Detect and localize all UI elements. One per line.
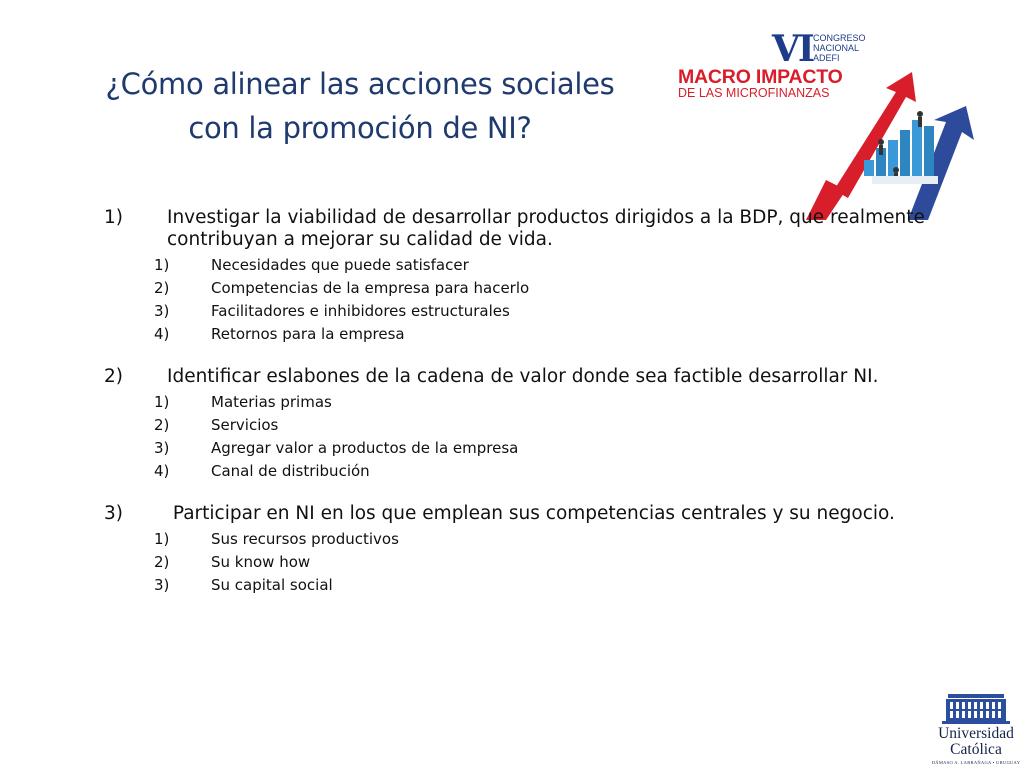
list-item: [104, 366, 954, 483]
sub-list-item-text: Su capital social: [211, 576, 333, 594]
sub-list-item: [104, 391, 954, 414]
slide-title: [40, 62, 680, 150]
sub-list-item-number: 4): [154, 325, 170, 343]
congress-subline: DE LAS MICROFINANZAS: [678, 86, 830, 100]
sub-list-item-text: Canal de distribución: [211, 462, 370, 480]
list-item-number: 2): [104, 366, 123, 387]
sub-list-item-text: Sus recursos productivos: [211, 530, 399, 548]
university-name: [928, 726, 1024, 758]
sub-list-item-text: Su know how: [211, 553, 311, 571]
sub-list-item-text: Facilitadores e inhibidores estructurales: [211, 302, 510, 320]
sub-list-item: [104, 528, 954, 551]
slide-title-line: ¿Cómo alinear las acciones sociales: [105, 67, 615, 101]
list-item: [104, 207, 954, 346]
university-name-line: Universidad: [938, 725, 1014, 742]
congress-label: [813, 33, 866, 63]
sub-list: [104, 391, 954, 483]
sub-list-item: [104, 460, 954, 483]
sub-list-item: [104, 574, 954, 597]
sub-list-item-number: 3): [154, 439, 170, 457]
slide-title-line: con la promoción de NI?: [188, 111, 532, 145]
sub-list-item-number: 3): [154, 576, 170, 594]
congress-label-line: ADEFI: [813, 53, 840, 63]
sub-list-item: [104, 551, 954, 574]
university-tagline: DÁMASO A. LARRAÑAGA • URUGUAY: [931, 760, 1021, 765]
sub-list-item-number: 1): [154, 530, 170, 548]
list-item-text: Identificar eslabones de la cadena de valor donde sea factible desarrollar NI.: [167, 366, 879, 387]
sub-list-item-text: Materias primas: [211, 393, 332, 411]
sub-list-item-text: Agregar valor a productos de la empresa: [211, 439, 519, 457]
sub-list-item-number: 2): [154, 416, 170, 434]
list-item: [104, 503, 954, 597]
sub-list-item-number: 2): [154, 279, 170, 297]
sub-list-item: [104, 277, 954, 300]
list-item-number: 1): [104, 207, 123, 228]
sub-list-item-text: Retornos para la empresa: [211, 325, 405, 343]
sub-list-item-text: Servicios: [211, 416, 279, 434]
sub-list-item-number: 1): [154, 393, 170, 411]
sub-list-item-number: 2): [154, 553, 170, 571]
list-item-number: 3): [104, 503, 123, 524]
congress-headline: MACRO IMPACTO: [678, 66, 843, 88]
sub-list: [104, 528, 954, 597]
sub-list-item: [104, 414, 954, 437]
congress-roman-numeral: VI: [772, 28, 813, 70]
sub-list-item: [104, 437, 954, 460]
sub-list: [104, 254, 954, 346]
congress-logo: [676, 30, 986, 220]
sub-list-item: [104, 254, 954, 277]
congress-label-line: CONGRESO: [813, 33, 866, 43]
sub-list-item-number: 1): [154, 256, 170, 274]
university-logo: [928, 692, 1024, 768]
sub-list-item-text: Competencias de la empresa para hacerlo: [211, 279, 530, 297]
university-building-icon: [928, 692, 1024, 726]
sub-list-item-number: 3): [154, 302, 170, 320]
university-name-line: Católica: [950, 741, 1002, 758]
congress-label-line: NACIONAL: [813, 43, 860, 53]
list-item-heading: [104, 366, 954, 388]
list-item-heading: [104, 207, 954, 251]
sub-list-item: [104, 323, 954, 346]
list-item-text: Investigar la viabilidad de desarrollar productos dirigidos a la BDP, que realmente contribuyan a mejorar su calidad de vida.: [167, 207, 925, 250]
list-item-heading: [104, 503, 954, 525]
sub-list-item: [104, 300, 954, 323]
sub-list-item-text: Necesidades que puede satisfacer: [211, 256, 469, 274]
bullet-list: [104, 207, 954, 617]
sub-list-item-number: 4): [154, 462, 170, 480]
list-item-text: Participar en NI en los que emplean sus competencias centrales y su negocio.: [167, 503, 895, 524]
